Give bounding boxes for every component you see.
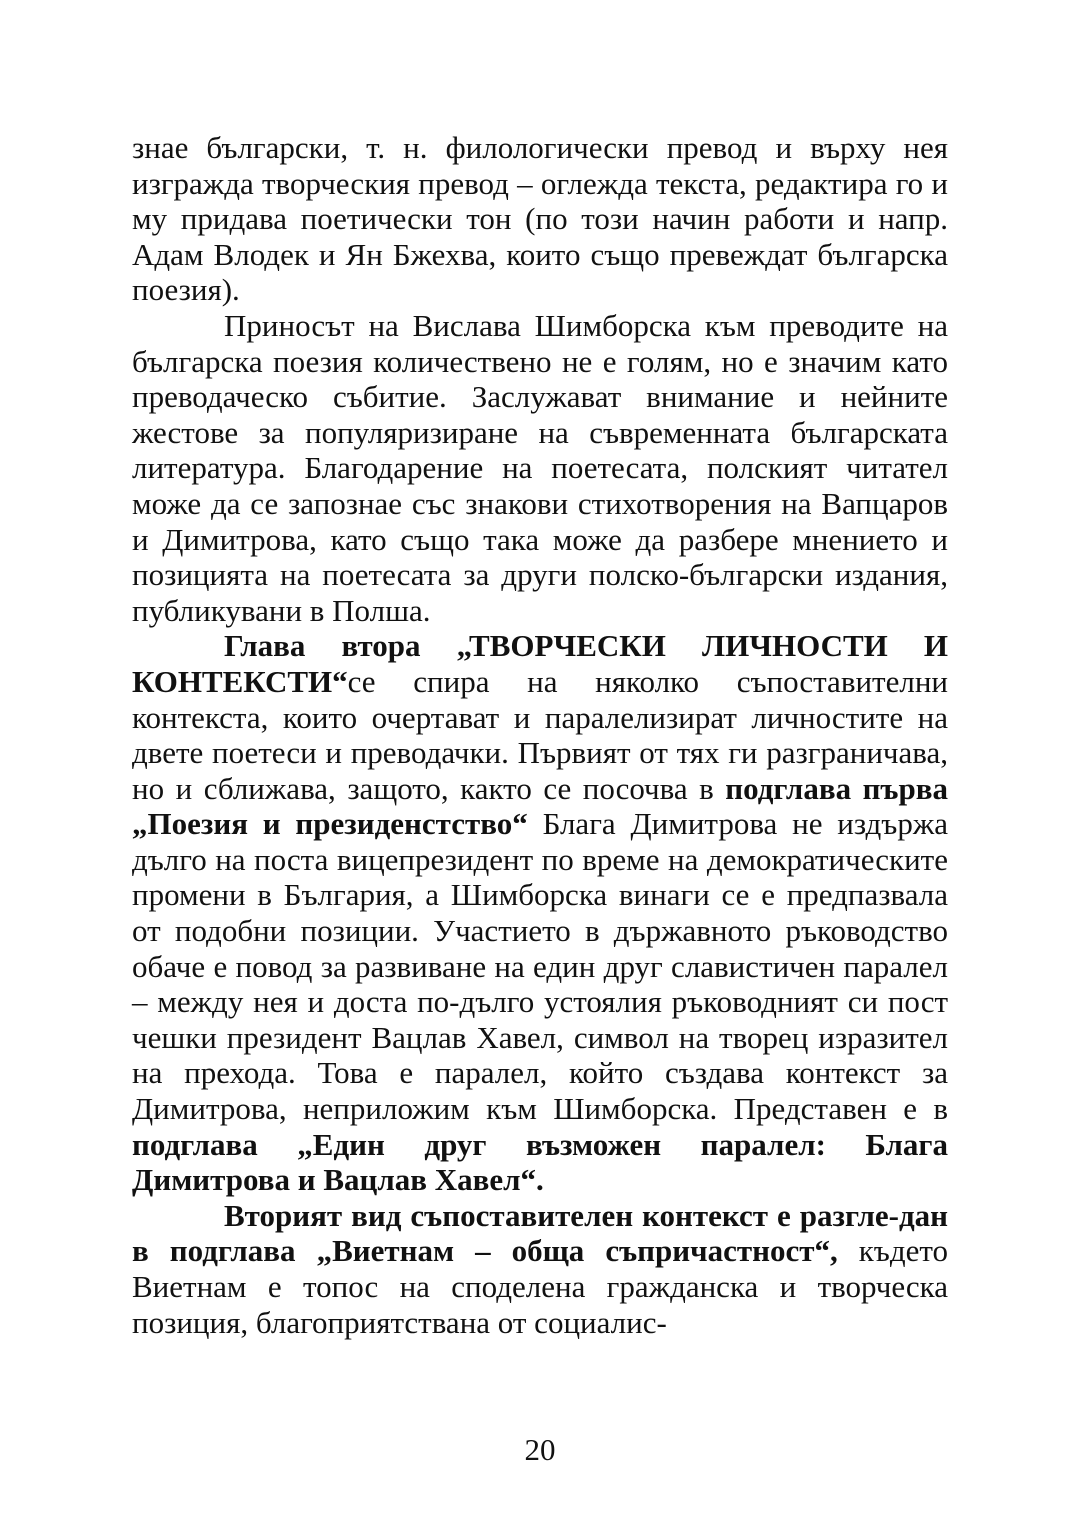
paragraph-3-text-b: Блага Димитрова не издържа дълго на поста вицепрезидент по време на демократическите промени в България, а Шимборска винаги се е предпазвала от подобни позиции. Участието в държавното ръководство обаче е повод за развиване на един друг славистичен паралел – между нея и доста по-дълго устоялия ръководният си пост чешки президент Вацлав Хавел, символ на творец изразител на прехода. Това е паралел, който създава контекст за Димитрова, неприложим към Шимборска. Представен е в <box>132 806 949 1127</box>
body-text <box>132 130 948 1340</box>
paragraph-4-bold-lead: Вторият вид съпоставителен контекст е разгле-дан в подглава „Виетнам – обща съпричастност“, <box>132 1197 948 1269</box>
paragraph-2-text: Приносът на Вислава Шимборска към преводите на българска поезия количествено не е голям, но е значим като преводаческо събитие. Заслужават внимание и нейните жестове за популяризиране на съвременната българската литература. Благодарение на поетесата, полският читател може да се запознае със знакови стихотворения на Вапцаров и Димитрова, като също така може да разбере мнението и позицията на поетесата за други полско-български издания, публикувани в Полша. <box>132 307 948 628</box>
chapter-two-heading: Глава втора „ТВОРЧЕСКИ ЛИЧНОСТИ И КОНТЕКСТИ“ <box>132 628 948 699</box>
subchapter-one-title: подглава първа „Поезия и президенстство“ <box>132 770 948 842</box>
paragraph-3 <box>132 628 948 1198</box>
paragraph-4-text: където Виетнам е топос на споделена гражданска и творческа позиция, благоприятствана от социалис- <box>132 1233 948 1340</box>
paragraph-1-text: знае български, т. н. филологически превод и върху нея изгражда творческия превод – оглежда текста, редактира го и му придава поетически тон (по този начин работи и напр. Адам Влодек и Ян Бжехва, които също превеждат българска поезия). <box>132 130 948 308</box>
paragraph-3-text-a: се спира на няколко съпоставителни контекста, които очертават и паралелизират личностите на двете поетеси и преводачки. Първият от тях ги разграничава, но и сближава, защото, както се посочва в <box>132 663 948 806</box>
page-number: 20 <box>524 1432 556 1467</box>
subchapter-two-title: подглава „Един друг възможен паралел: Блага Димитрова и Вацлав Хавел“. <box>132 1126 948 1198</box>
paragraph-2 <box>132 308 948 628</box>
paragraph-1 <box>132 130 948 308</box>
paragraph-4 <box>132 1198 948 1340</box>
